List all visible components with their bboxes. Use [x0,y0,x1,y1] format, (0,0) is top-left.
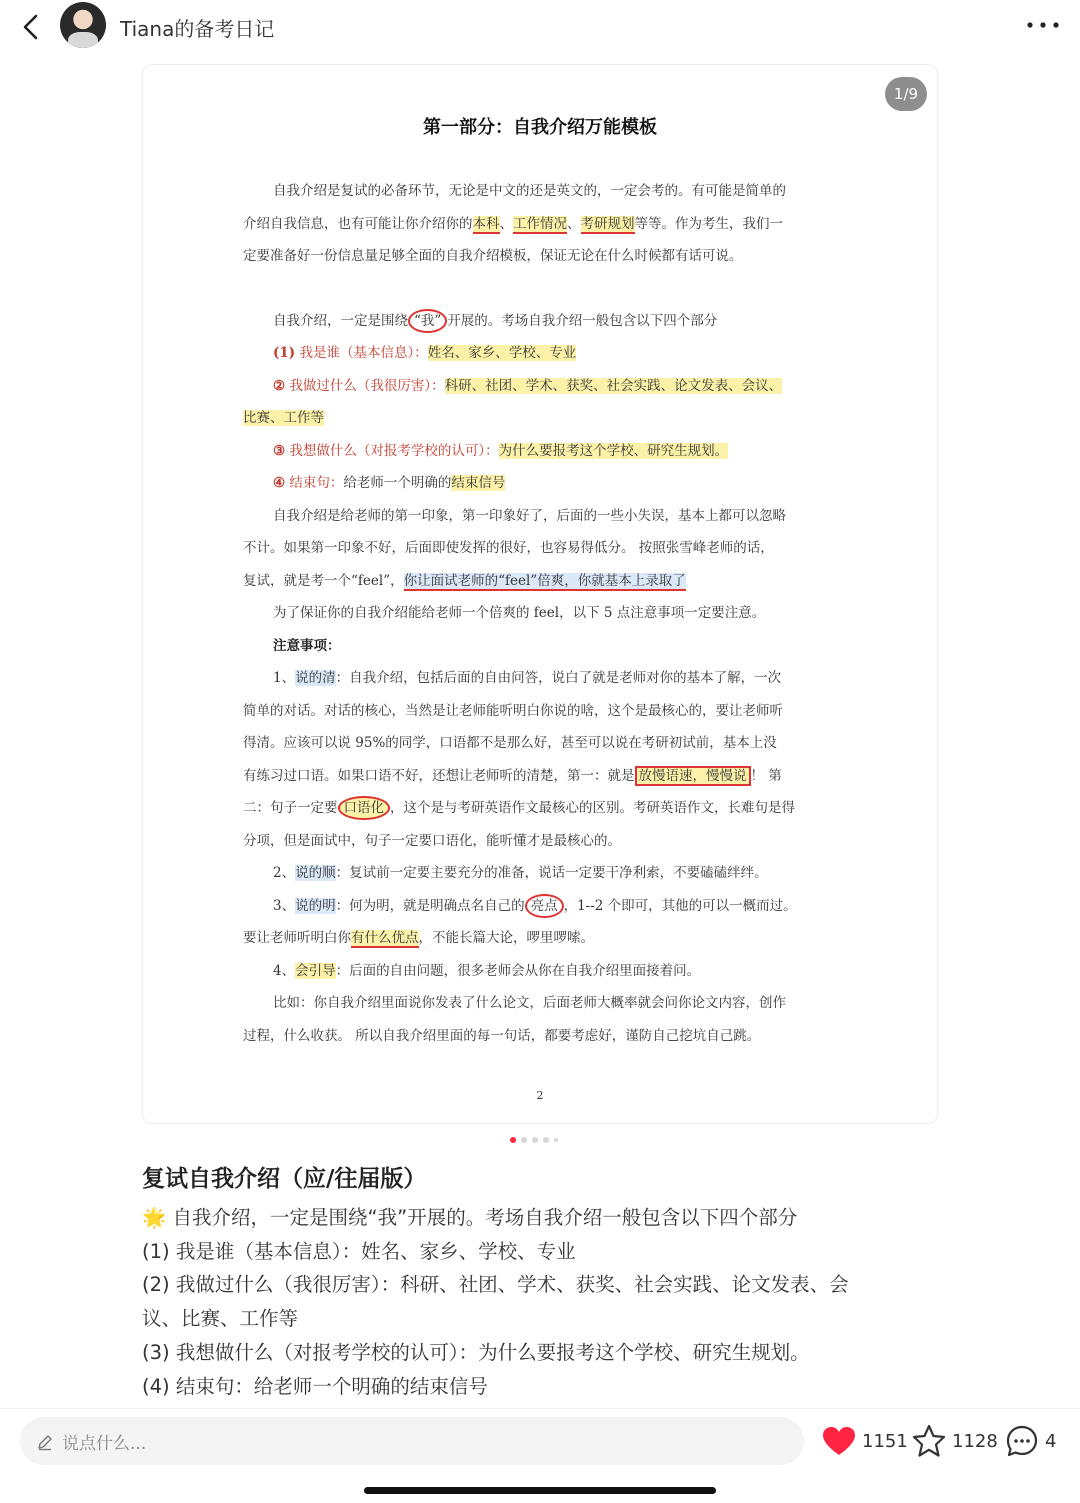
post-line: 议、比赛、工作等 [142,1307,299,1331]
doc-line: 为了保证你的自我介绍能给老师一个倍爽的 feel，以下 5 点注意事项一定要注意。 [273,605,766,621]
doc-line: ③ 我想做什么（对报考学校的认可）：为什么要报考这个学校、研究生规划。 [273,442,729,459]
document-body [243,175,823,1052]
comment-button[interactable] [1005,1423,1056,1459]
star-icon [912,1424,946,1458]
more-horizontal-icon[interactable] [1026,18,1062,32]
post-line: (4) 结束句：给老师一个明确的结束信号 [142,1374,488,1398]
doc-line: 要让老师听明白你有什么优点，不能长篇大论，啰里啰嗦。 [243,930,594,946]
pen-icon [36,1433,54,1451]
sparkle-star-icon: 🌟 [142,1206,167,1229]
doc-line: 自我介绍是复试的必备环节，无论是中文的还是英文的，一定会考的。有可能是简单的 [273,183,786,199]
doc-line: 复试，就是考一个“feel”，你让面试老师的“feel”倍爽，你就基本上录取了 [243,572,686,589]
carousel-dot [532,1137,538,1143]
heart-icon [822,1426,856,1456]
carousel-dot-active [510,1137,516,1143]
like-count: 1151 [862,1430,908,1452]
doc-line: 分项，但是面试中，句子一定要口语化，能听懂才是最核心的。 [243,832,621,849]
collect-button[interactable] [912,1423,998,1459]
doc-line: 4、会引导：后面的自由问题，很多老师会从你在自我介绍里面接着问。 [273,962,701,979]
doc-line: 二：句子一定要 口语化 ，这个是与考研英语作文最核心的区别。考研英语作文，长难句是得 [243,792,823,825]
doc-line: 定要准备好一份信息量足够全面的自我介绍模板，保证无论在什么时候都有话可说。 [243,248,743,264]
image-carousel-dots [510,1137,558,1145]
document-page-number: 2 [536,1089,544,1102]
bottom-action-bar [0,1408,1080,1503]
collect-count: 1128 [952,1430,998,1452]
comment-placeholder[interactable]: 说点什么... [62,1434,147,1454]
doc-line: 有练习过口语。如果口语不好，还想让老师听的清楚，第一：就是 放慢语速，慢慢说 ！ 第 [243,767,782,784]
home-indicator [364,1487,716,1494]
carousel-dot [521,1137,527,1143]
doc-line: 得清。应该可以说 95%的同学，口语都不是那么好，甚至可以说在考研初试前，基本上没 [243,735,777,751]
post-body [142,1201,912,1403]
note-image-card[interactable] [142,64,938,1124]
doc-line: 自我介绍是给老师的第一印象，第一印象好了，后面的一些小失误，基本上都可以忽略 [273,507,786,524]
post-line: (3) 我想做什么（对报考学校的认可）：为什么要报考这个学校、研究生规划。 [142,1340,810,1364]
doc-line: 3、说的明：何为明，就是明确点名自己的 亮点 ，1--2 个即可，其他的可以一概而过。 [243,890,823,923]
author-avatar[interactable] [60,2,106,48]
doc-line: (1) 我是谁（基本信息）：姓名、家乡、学校、专业 [273,345,577,361]
doc-line: ② 我做过什么（我很厉害）：科研、社团、学术、获奖、社会实践、论文发表、会议、 [273,377,783,394]
author-name[interactable]: Tiana的备考日记 [120,17,275,41]
doc-line: 不计。如果第一印象不好，后面即使发挥的很好，也容易得低分。 按照张雪峰老师的话， [243,540,774,556]
comment-count: 4 [1045,1430,1057,1452]
doc-line: ④ 结束句：给老师一个明确的结束信号 [273,475,506,491]
doc-line: 2、说的顺：复试前一定要主要充分的准备，说话一定要干净利索，不要磕磕绊绊。 [273,865,768,881]
document-title: 第一部分：自我介绍万能模板 [423,117,657,138]
doc-line: 过程，什么收获。 所以自我介绍里面的每一句话，都要考虑好，谨防自己挖坑自己跳。 [243,1027,761,1044]
doc-line: 注意事项： [273,637,341,654]
top-bar [0,0,1080,56]
carousel-dot [554,1138,558,1142]
carousel-dot [543,1137,549,1143]
post-line: (2) 我做过什么（我很厉害）：科研、社团、学术、获奖、社会实践、论文发表、会 [142,1273,849,1297]
doc-line: 简单的对话。对话的核心，当然是让老师能听明白你说的啥，这个是最核心的，要让老师听 [243,702,783,719]
doc-line: 自我介绍，一定是围绕 “我” 开展的。考场自我介绍一般包含以下四个部分 [243,305,823,338]
post-line: 🌟 自我介绍，一定是围绕“我”开展的。考场自我介绍一般包含以下四个部分 [142,1206,798,1229]
comment-bubble-icon [1005,1424,1039,1458]
chevron-left-icon[interactable] [14,10,48,44]
like-button[interactable] [822,1423,908,1459]
image-page-indicator: 1/9 [885,77,927,111]
post-line: (1) 我是谁（基本信息）：姓名、家乡、学校、专业 [142,1239,576,1263]
doc-line: 介绍自我信息，也有可能让你介绍你的本科、工作情况、考研规划等等。作为考生，我们一 [243,215,783,232]
doc-line: 比赛、工作等 [243,410,324,426]
doc-line: 1、说的清：自我介绍，包括后面的自由问答，说白了就是老师对你的基本了解，一次 [273,670,782,686]
doc-line: 比如：你自我介绍里面说你发表了什么论文，后面老师大概率就会问你论文内容，创作 [273,995,786,1011]
post-title: 复试自我介绍（应/往届版） [142,1166,427,1192]
